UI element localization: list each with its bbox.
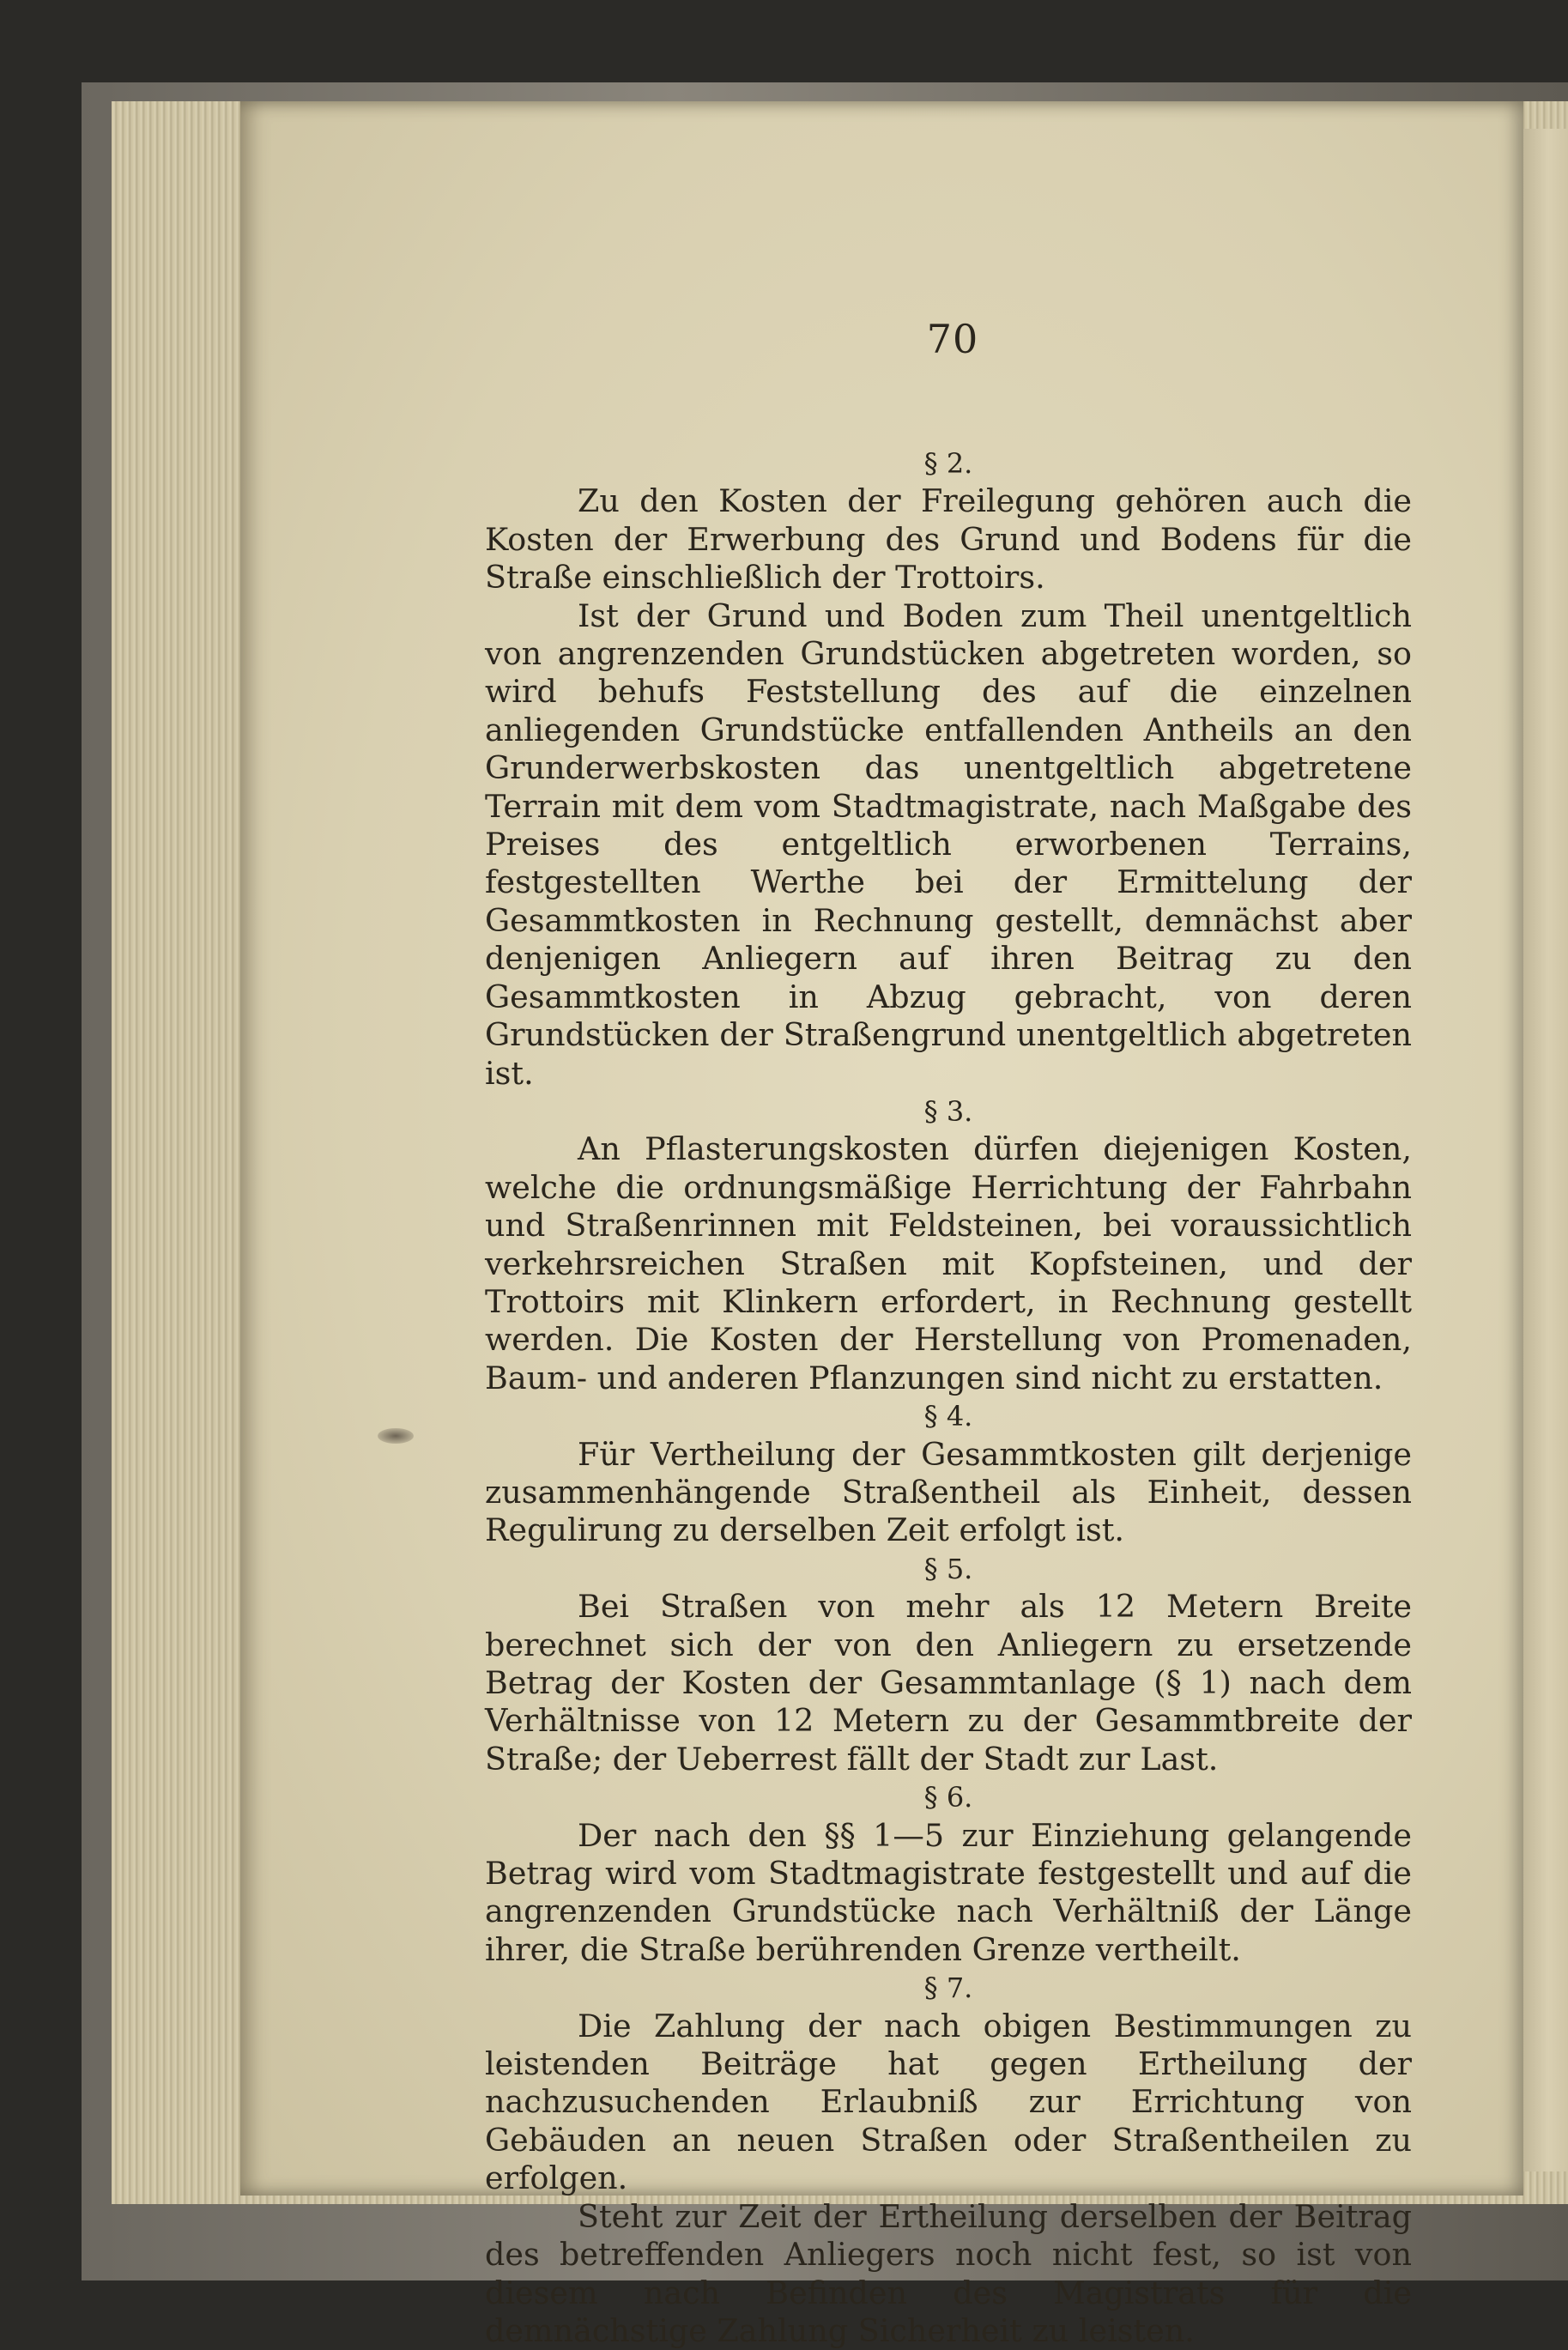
page-text [485, 445, 1412, 2350]
section-heading: § 4. [923, 1400, 973, 1433]
paragraph: Der nach den §§ 1—5 zur Einziehung gelangende Betrag wird vom Stadtmagistrate festgestellt und auf die angrenzenden Grundstücke nach Verhältniß der Länge ihrer, die Straße berührenden Grenze vertheilt. [485, 1816, 1412, 1968]
section-heading: § 2. [923, 447, 973, 480]
section-heading: § 7. [923, 1971, 973, 2005]
section-heading: § 5. [923, 1552, 973, 1585]
section-heading: § 3. [923, 1094, 973, 1128]
facing-page-edge [1519, 129, 1568, 2171]
paragraph: Die Zahlung der nach obigen Bestimmungen zu leistenden Beiträge hat gegen Ertheilung der nachzusuchenden Erlaubniß zur Errichtung von Gebäuden an neuen Straßen oder Straßentheilen zu erfolgen. [485, 2007, 1412, 2197]
paragraph: Ist der Grund und Boden zum Theil unentgeltlich von angrenzenden Grundstücken abgetreten worden, so wird behufs Feststellung des auf die einzelnen anliegenden Grundstücke entfallenden Antheils an den Grunderwerbskosten das unentgeltlich abgetretene Terrain mit dem vom Stadtmagistrate, nach Maßgabe des Preises des entgeltlich erworbenen Terrains, festgestellten Werthe bei der Ermittelung der Gesammtkosten in Rechnung gestellt, demnächst aber denjenigen Anliegern auf ihren Beitrag zu den Gesammtkosten in Abzug gebracht, von deren Grundstücken der Straßengrund unentgeltlich abgetreten ist. [485, 597, 1412, 1092]
paragraph: An Pflasterungskosten dürfen diejenigen Kosten, welche die ordnungsmäßige Herrichtung der Fahrbahn und Straßenrinnen mit Feldsteinen, bei voraussichtlich verkehrsreichen Straßen mit Kopfsteinen, und der Trottoirs mit Klinkern erfordert, in Rechnung gestellt werden. Die Kosten der Herstellung von Promenaden, Baum- und anderen Pflanzungen sind nicht zu erstatten. [485, 1130, 1412, 1396]
paragraph: Steht zur Zeit der Ertheilung derselben der Beitrag des betreffenden Anliegers noch nicht fest, so ist von diesem nach Befinden des Magistrats für die demnächstige Zahlung Sicherheit zu leisten. [485, 2197, 1412, 2349]
paragraph: Bei Straßen von mehr als 12 Metern Breite berechnet sich der von den Anliegern zu ersetzende Betrag der Kosten der Gesammtanlage (§ 1) nach dem Verhältnisse von 12 Metern zu der Gesammtbreite der Straße; der Ueberrest fällt der Stadt zur Last. [485, 1588, 1412, 1778]
paragraph: Zu den Kosten der Freilegung gehören auch die Kosten der Erwerbung des Grund und Bodens für die Straße einschließlich der Trottoirs. [485, 482, 1412, 597]
section-heading: § 6. [923, 1781, 973, 1814]
paragraph: Für Vertheilung der Gesammtkosten gilt derjenige zusammenhängende Straßentheil als Einheit, dessen Regulirung zu derselben Zeit erfolgt ist. [485, 1435, 1412, 1549]
page-number: 70 [926, 316, 979, 362]
ink-smudge [378, 1428, 414, 1444]
